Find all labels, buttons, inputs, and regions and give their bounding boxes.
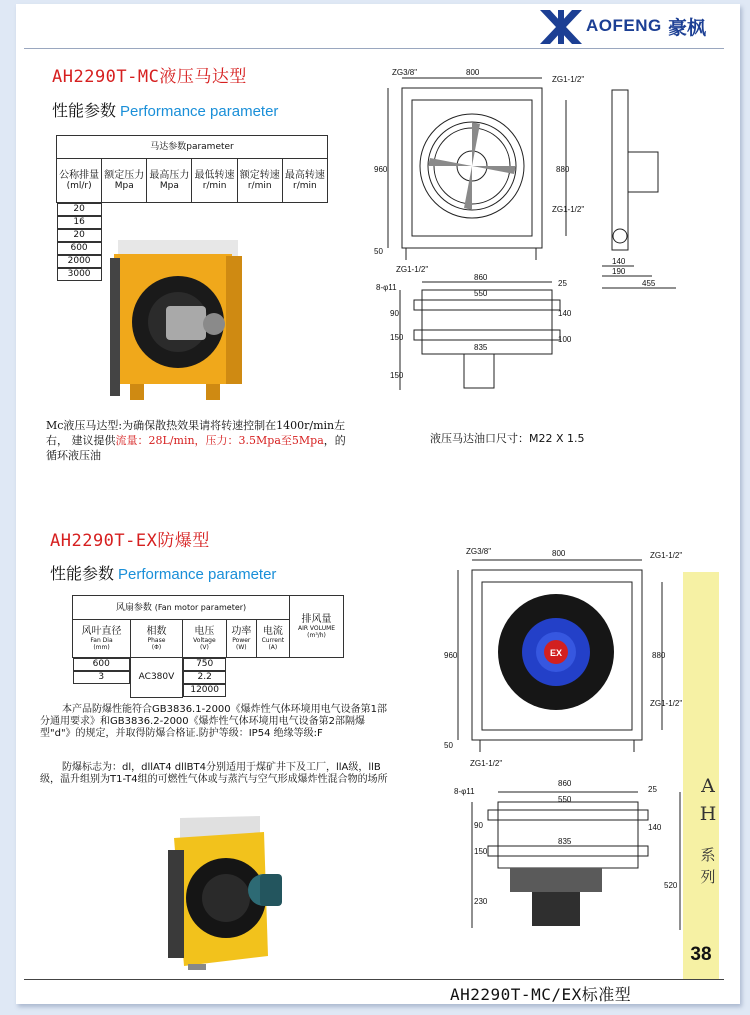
dim-label: ZG1-1/2" xyxy=(552,205,585,214)
dim-label: 880 xyxy=(652,651,666,660)
mc-value-cell: 16 xyxy=(57,216,102,229)
fan-table-caption: 风扇参数 (Fan motor parameter) xyxy=(73,596,290,620)
dim-label: 520 xyxy=(664,881,678,890)
dim-label: 25 xyxy=(648,785,657,794)
footer-title: AH2290T-MC/EX标准型 xyxy=(450,985,632,1004)
mc-value-cell: 20 xyxy=(57,203,102,216)
dim-label: 90 xyxy=(390,309,399,318)
mc-port-size-note: 液压马达油口尺寸：M22 X 1.5 xyxy=(430,432,585,445)
ex-perf-en: Performance parameter xyxy=(118,566,277,583)
dim-label: ZG3/8" xyxy=(392,68,418,77)
ex-col-header: 风叶直径 Fan Dia (mm) xyxy=(73,620,131,658)
series-label: 系列 xyxy=(700,846,716,886)
dim-label: 960 xyxy=(444,651,458,660)
dim-label: ZG1-1/2" xyxy=(470,759,503,768)
dim-label: 550 xyxy=(558,795,572,804)
mc-value-cell: 600 xyxy=(57,242,102,255)
dim-label: 860 xyxy=(474,273,488,282)
mc-perf-en: Performance parameter xyxy=(120,103,279,120)
dim-label: 100 xyxy=(558,335,572,344)
brand-logo xyxy=(538,8,734,46)
ex-value-cell: 2.2 xyxy=(183,671,227,684)
ex-col-header: 相数 Phase (Φ) xyxy=(131,620,183,658)
dim-label: 880 xyxy=(556,165,570,174)
ex-value-cell: 12000 xyxy=(183,684,227,697)
mc-col-header: 最高转速 r/min xyxy=(282,159,327,203)
dim-label: 25 xyxy=(558,279,567,288)
mc-usage-note: Mc液压马达型:为确保散热效果请将转速控制在1400r/min左右， 建议提供流量：28L/min，压力：3.5Mpa至5Mpa，的循环液压油 xyxy=(46,419,346,462)
dim-label: 190 xyxy=(612,267,626,276)
mc-perf-cn: 性能参数 xyxy=(52,101,117,120)
motor-table-caption: 马达参数parameter xyxy=(57,136,328,159)
mc-value-cell: 3000 xyxy=(57,268,102,281)
aofeng-logo-icon xyxy=(538,8,584,46)
ex-perf-heading xyxy=(50,561,276,584)
ex-value-cell: 600 xyxy=(73,658,131,671)
dim-label: 90 xyxy=(474,821,483,830)
ex-value-cell: 3 xyxy=(73,671,131,684)
ex-perf-cn: 性能参数 xyxy=(50,564,115,583)
mc-product-photo xyxy=(106,236,256,408)
mc-value-cell: 2000 xyxy=(57,255,102,268)
dim-label: ZG1-1/2" xyxy=(650,551,683,560)
dim-label: 140 xyxy=(648,823,662,832)
mc-col-header: 最低转速 r/min xyxy=(192,159,237,203)
dim-label: 8-φ11 xyxy=(376,283,397,292)
mc-value-cell: 20 xyxy=(57,229,102,242)
mc-title: AH2290T-MC液压马达型 xyxy=(52,67,247,87)
dim-label: 835 xyxy=(474,343,488,352)
dim-label: 8-φ11 xyxy=(454,787,475,796)
ex-standard-paragraph: 本产品防爆性能符合GB3836.1-2000《爆炸性气体环境用电气设备第1部分通用要求》和GB3836.2-2000《爆炸性气体环境用电气设备第2部隔爆型"d"》的规定，并取得防爆合格证.防护等级：IP54 绝缘等级:F xyxy=(40,704,388,739)
mc-dimension-drawing xyxy=(366,60,686,420)
dim-label: ZG1-1/2" xyxy=(552,75,585,84)
dim-label: 150 xyxy=(390,333,404,342)
ex-label: EX xyxy=(549,648,563,658)
dim-label: 140 xyxy=(558,309,572,318)
dim-label: ZG1-1/2" xyxy=(396,265,429,274)
dim-label: 150 xyxy=(390,371,404,380)
mc-col-header: 公称排量 (ml/r) xyxy=(57,159,102,203)
mc-col-header: 额定压力 Mpa xyxy=(102,159,147,203)
dim-label: 230 xyxy=(474,897,488,906)
dim-label: 140 xyxy=(612,257,626,266)
ex-col-header: 功率 Power (W) xyxy=(226,620,256,658)
ex-marking-paragraph: 防爆标志为：dl，dllAT4 dllBT4分别适用于煤矿井下及工厂，llA级，llB级，温升组别为T1-T4组的可燃性气体或与蒸汽与空气形成爆炸性混合物的场所 xyxy=(40,762,388,785)
dim-label: 800 xyxy=(552,549,566,558)
dim-label: ZG1-1/2" xyxy=(650,699,683,708)
ex-value-cell: AC380V xyxy=(131,658,183,698)
dim-label: 50 xyxy=(444,741,453,750)
dim-label: 835 xyxy=(558,837,572,846)
dim-label: 150 xyxy=(474,847,488,856)
fan-motor-table xyxy=(72,595,344,698)
header-rule xyxy=(24,48,724,49)
dim-label: 550 xyxy=(474,289,488,298)
ex-product-photo xyxy=(160,814,320,972)
ex-col-header: 电压 Voltage (V) xyxy=(182,620,226,658)
dim-label: ZG3/8" xyxy=(466,547,492,556)
brand-name-en: AOFENG xyxy=(586,16,662,35)
dim-label: 50 xyxy=(374,247,383,256)
ex-col-header: 排风量 AIR VOLUME (m³/h) xyxy=(290,596,344,658)
footer-rule xyxy=(24,979,724,980)
brand-name-cn: 豪枫 xyxy=(668,17,707,39)
mc-col-header: 额定转速 r/min xyxy=(237,159,282,203)
mc-col-header: 最高压力 Mpa xyxy=(147,159,192,203)
dim-label: 860 xyxy=(558,779,572,788)
dim-label: 455 xyxy=(642,279,656,288)
ex-value-cell: 750 xyxy=(183,658,227,671)
dim-label: 960 xyxy=(374,165,388,174)
ex-col-header: 电流 Current (A) xyxy=(256,620,289,658)
ex-title: AH2290T-EX防爆型 xyxy=(50,531,210,551)
series-code: A H xyxy=(699,775,717,825)
catalog-page xyxy=(16,4,740,1004)
dim-label: 800 xyxy=(466,68,480,77)
ex-dimension-drawing xyxy=(436,540,694,940)
mc-perf-heading xyxy=(52,98,278,121)
page-number: 38 xyxy=(690,944,712,965)
